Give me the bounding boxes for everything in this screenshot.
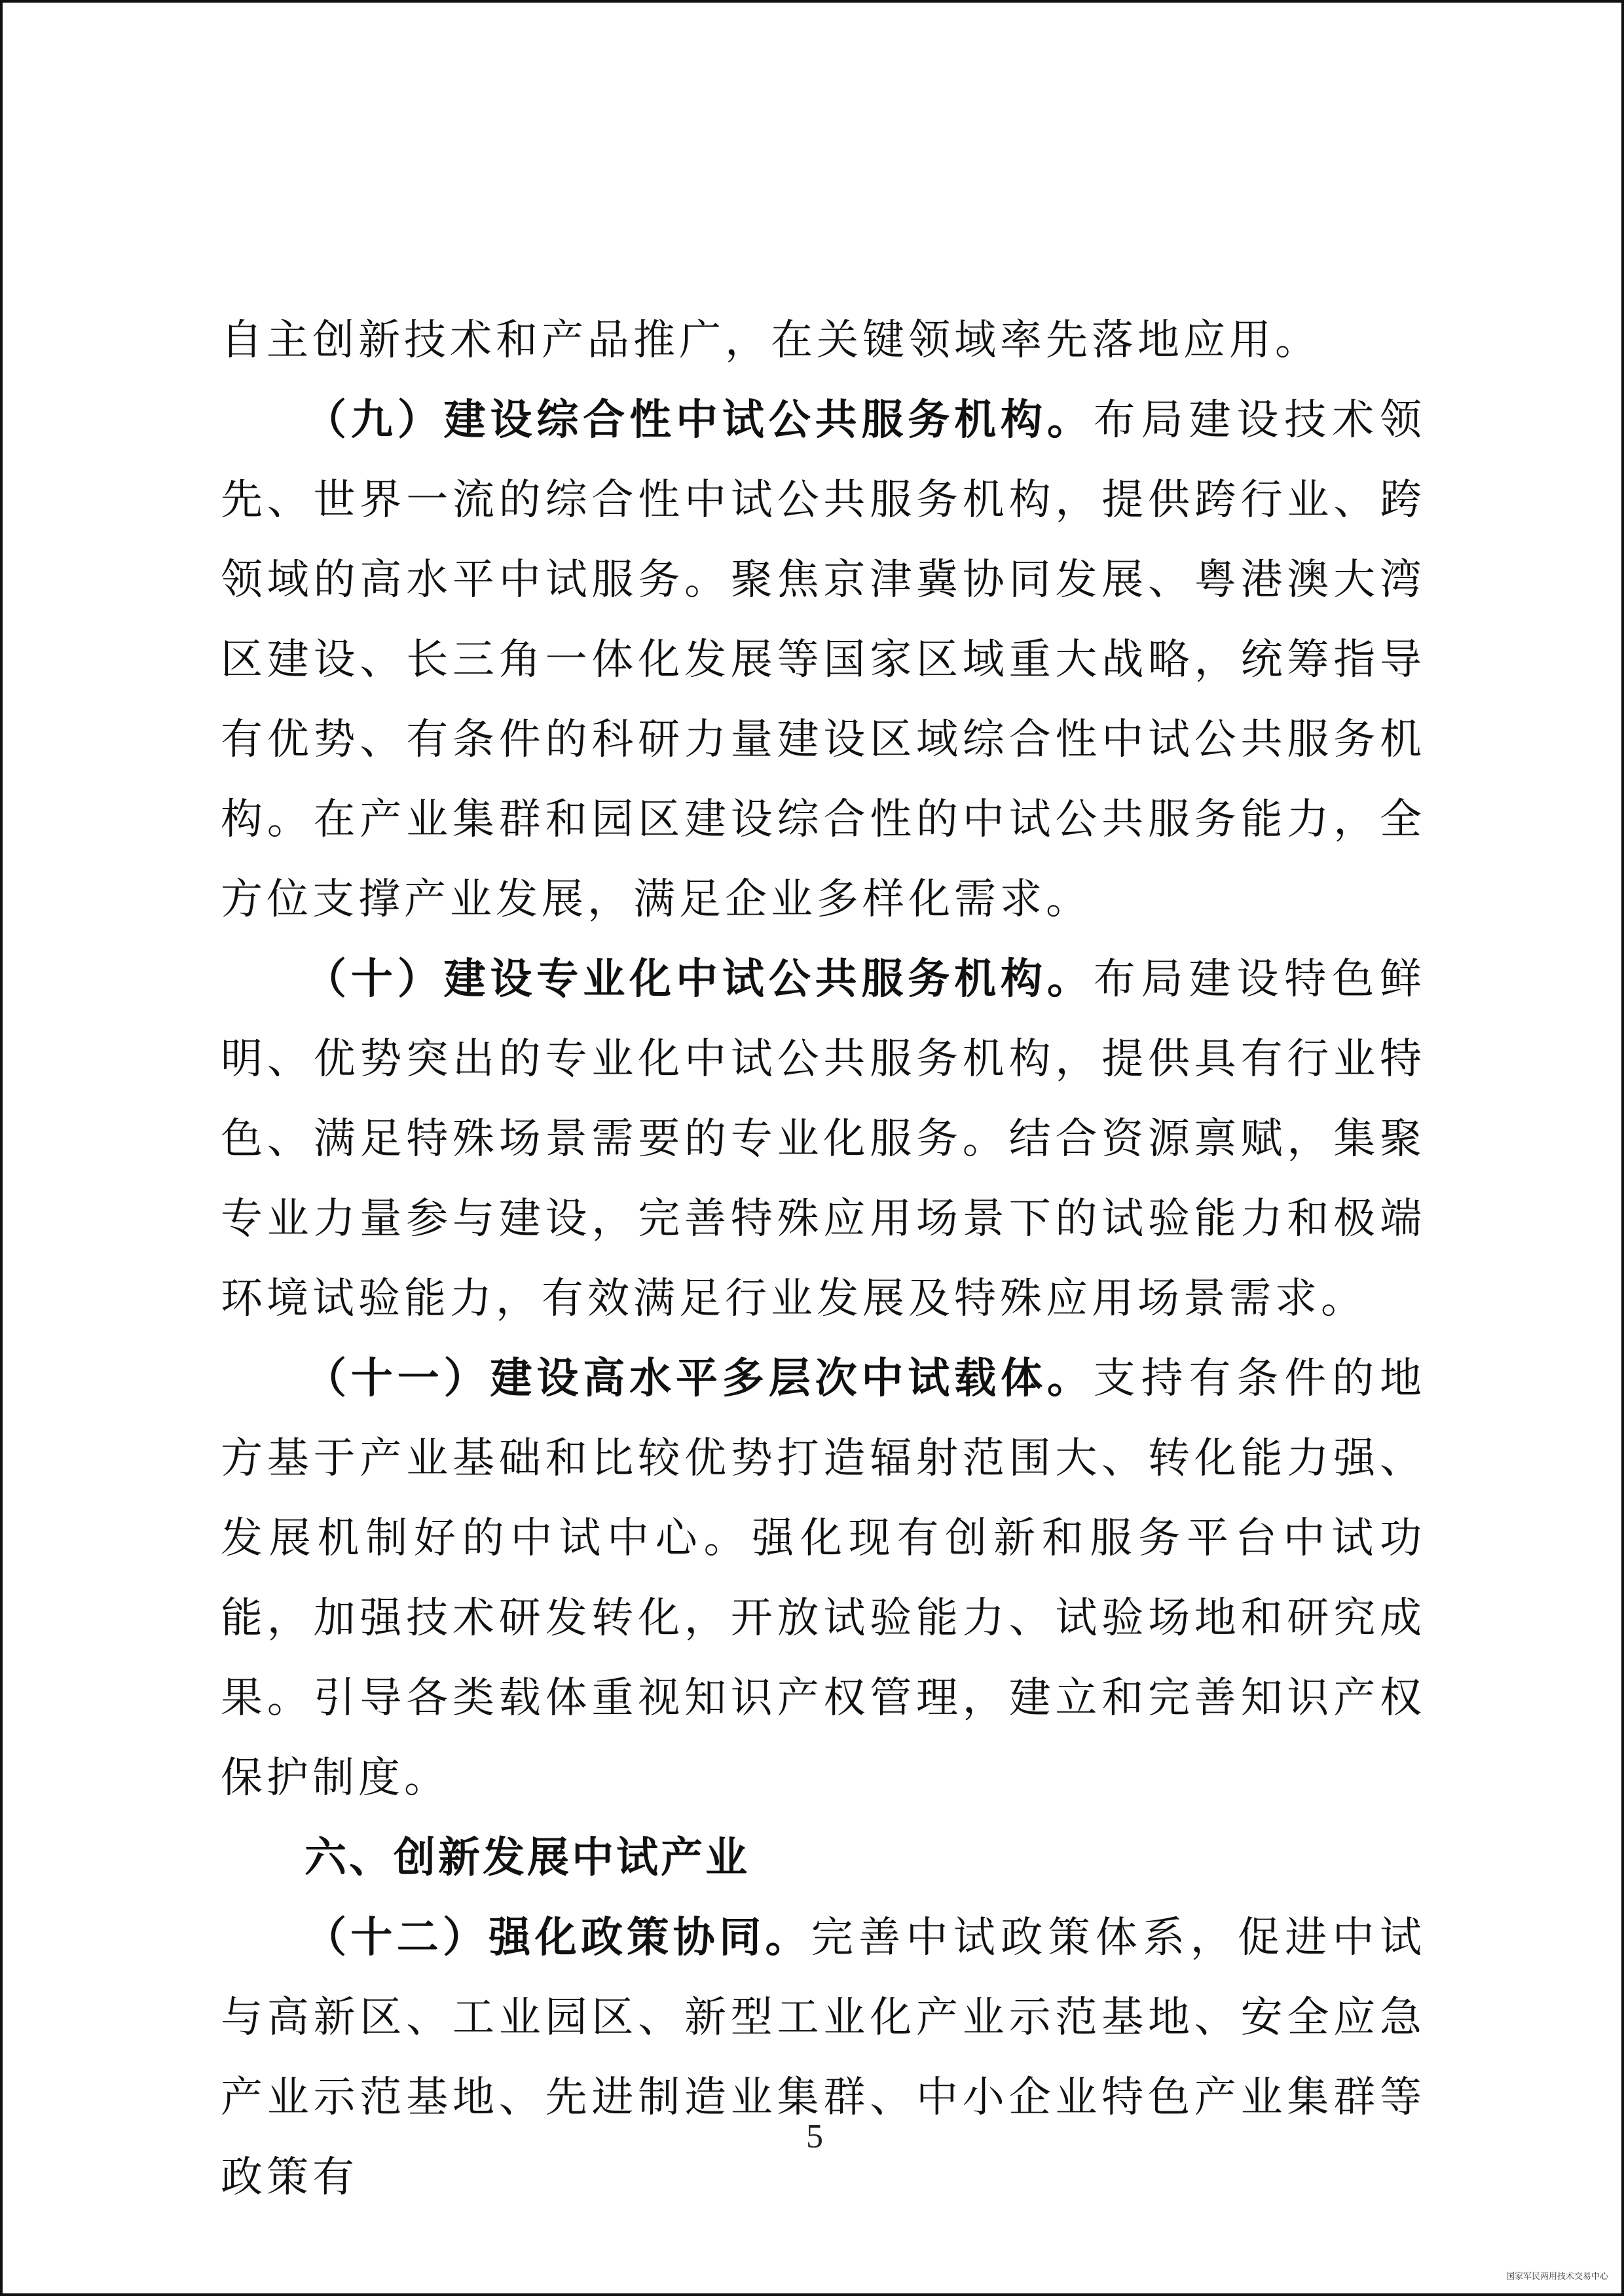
paragraph-heading: （十一）建设高水平多层次中试载体。	[304, 1355, 1094, 1403]
paragraph-text: 布局建设技术领先、世界一流的综合性中试公共服务机构，提供跨行业、跨领域的高水平中试服务。聚焦京津冀协同发展、粤港澳大湾区建设、长三角一体化发展等国家区域重大战略，统筹指导有优势、有条件的科研力量建设区域综合性中试公共服务机构。在产业集群和园区建设综合性的中试公共服务能力，全方位支撑产业发展，满足企业多样化需求。	[221, 396, 1426, 924]
page-number: 5	[806, 2118, 823, 2155]
source-watermark: 国家军民两用技术交易中心	[1505, 2272, 1608, 2282]
paragraph-10	[221, 939, 1426, 1339]
paragraph-text: 自主创新技术和产品推广，在关键领域率先落地应用。	[221, 316, 1321, 365]
paragraph-12	[221, 1898, 1426, 2217]
paragraph-text: 支持有条件的地方基于产业基础和比较优势打造辐射范围大、转化能力强、发展机制好的中试中心。强化现有创新和服务平台中试功能，加强技术研发转化，开放试验能力、试验场地和研究成果。引导各类载体重视知识产权管理，建立和完善知识产权保护制度。	[221, 1355, 1426, 1802]
paragraph-heading: （十）建设专业化中试公共服务机构。	[304, 955, 1094, 1004]
paragraph-text: 布局建设特色鲜明、优势突出的专业化中试公共服务机构，提供具有行业特色、满足特殊场景需要的专业化服务。结合资源禀赋，集聚专业力量参与建设，完善特殊应用场景下的试验能力和极端环境试验能力，有效满足行业发展及特殊应用场景需求。	[221, 955, 1426, 1323]
paragraph-continuation	[221, 301, 1426, 380]
paragraph-11	[221, 1339, 1426, 1818]
document-body	[221, 301, 1426, 2217]
paragraph-heading: （十二）强化政策协同。	[304, 1914, 811, 1962]
paragraph-heading: （九）建设综合性中试公共服务机构。	[304, 396, 1094, 445]
section-title: 六、创新发展中试产业	[304, 1834, 750, 1882]
paragraph-9	[221, 380, 1426, 939]
paragraph-text: 完善中试政策体系，促进中试与高新区、工业园区、新型工业化产业示范基地、安全应急产业示范基地、先进制造业集群、中小企业特色产业集群等政策有	[221, 1914, 1426, 2202]
